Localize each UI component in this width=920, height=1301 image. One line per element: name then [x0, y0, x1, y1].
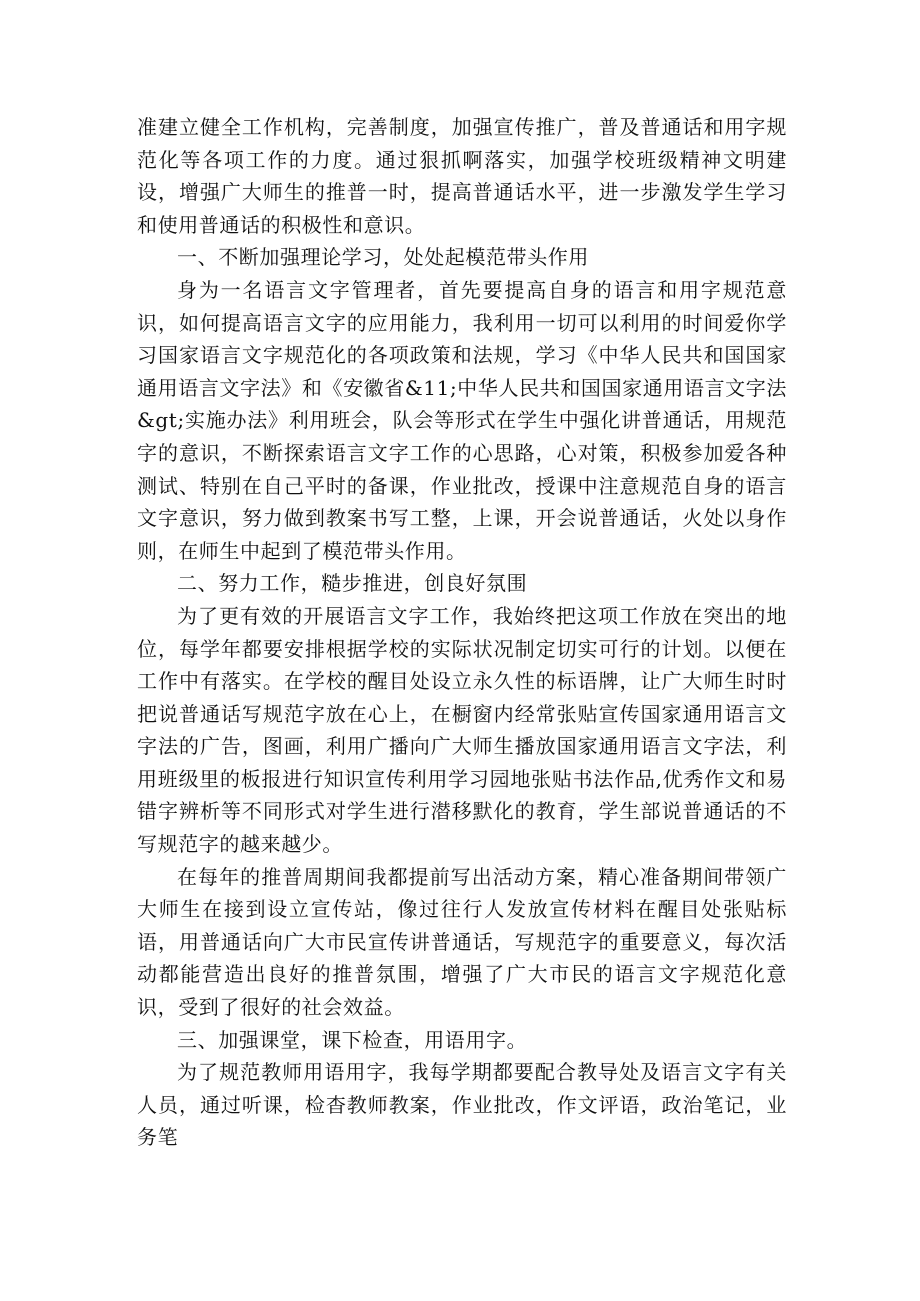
paragraph-section-3: 为了规范教师用语用字，我每学期都要配合教导处及语言文字有关人员，通过听课，检杳教师教案，作业批改，作文评语，政治笔记，业务笔 [137, 1060, 787, 1150]
section-heading-3: 三、加强课堂，课下检查，用语用字。 [177, 1027, 528, 1052]
paragraph-intro-continued: 准建立健全工作机构，完善制度，加强宣传推广，普及普通话和用字规范化等各项工作的力度。通过狠抓啊落实，加强学校班级精神文明建设，增强广大师生的推普一时，提高普通话水平，进一步激发学生学习和使用普通话的积极性和意识。 [137, 115, 787, 237]
section-heading-2: 二、努力工作，糙步推进，创良好氛围 [177, 571, 528, 596]
section-heading-1: 一、不断加强理论学习，处处起模范带头作用 [177, 245, 589, 270]
paragraph-promotion-week: 在每年的推普周期间我都提前写出活动方案，精心准备期间带领广大师生在接到设立宣传站，像过往行人发放宣传材料在醒目处张贴标语，用普通话向广大市民宣传讲普通话，写规范字的重要意义，每次活动都能营造出良好的推普氛围，增强了广大市民的语言文字规范化意识，受到了很好的社会效益。 [137, 864, 787, 1020]
paragraph-section-2: 为了更有效的开展语言文字工作，我始终把这项工作放在突出的地位，每学年都要安排根据学校的实际状况制定切实可行的计划。以便在工作中有落实。在学校的醒目处设立永久性的标语牌，让广大师生时时把说普通话写规范字放在心上，在橱窗内经常张贴宣传国家通用语言文字法的广告，图画，利用广播向广大师生播放国家通用语言文字法，利用班级里的板报进行知识宣传利用学习园地张贴书法作品,优秀作文和易错字辨析等不同形式对学生进行潜移默化的教育，学生部说普通话的不写规范字的越来越少。 [137, 603, 787, 857]
paragraph-section-1: 身为一名语言文字管理者，首先要提高自身的语言和用字规范意识，如何提高语言文字的应用能力，我利用一切可以利用的时间爱你学习国家语言文字规范化的各项政策和法规，学习《中华人民共和国国家通用语言文字法》和《安徽省&11;中华人民共和国国家通用语言文字法&gt;实施办法》利用班会，队会等形式在学生中强化讲普通话，用规范字的意识，不断探索语言文字工作的心思路，心对策，积极参加爱各种测试、特别在自己平时的备课，作业批改，授课中注意规范自身的语言文字意识，努力做到教案书写工整，上课，开会说普通话，火处以身作则，在师生中起到了模范带头作用。 [137, 277, 787, 563]
document-body [137, 111, 787, 1154]
